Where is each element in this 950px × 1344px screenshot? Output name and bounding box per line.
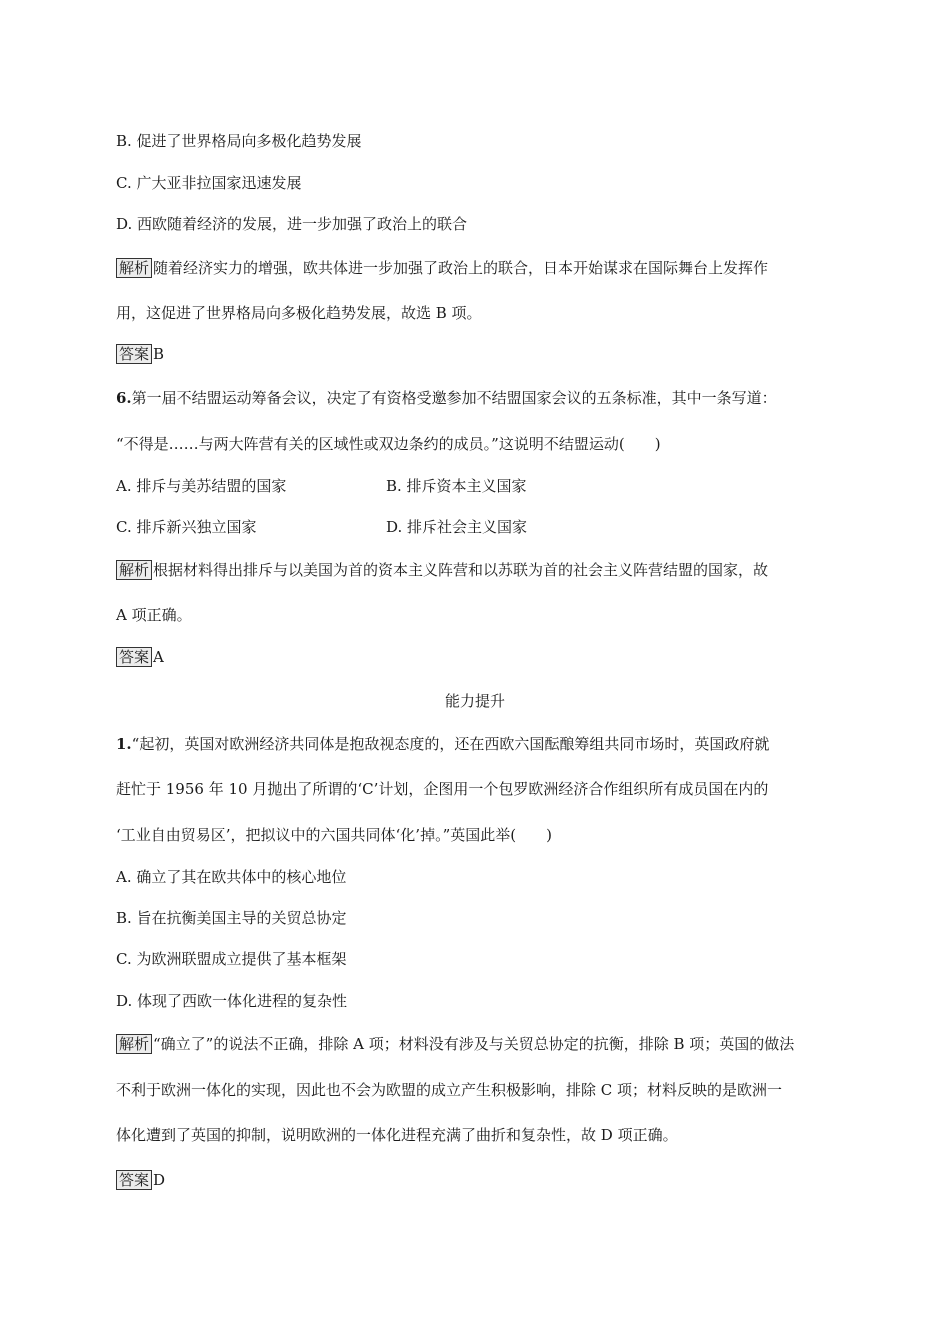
q5-analysis — [116, 258, 768, 278]
q5-answer — [116, 344, 164, 364]
answer-tag: 答案 — [116, 344, 152, 364]
q1-answer-value: D — [153, 1171, 166, 1189]
q6-analysis-line2: A 项正确。 — [116, 606, 192, 624]
q5-option-c: C. 广大亚非拉国家迅速发展 — [116, 174, 302, 192]
q6-stem-text1: 第一届不结盟运动筹备会议，决定了有资格受邀参加不结盟国家会议的五条标准，其中一条写道： — [131, 389, 777, 407]
analysis-tag: 解析 — [116, 258, 152, 278]
q6-number: 6. — [116, 389, 132, 407]
q1-analysis-line3: 体化遭到了英国的抑制，说明欧洲的一体化进程充满了曲折和复杂性，故 D 项正确。 — [116, 1126, 678, 1144]
q1-stem-text1: “起初，英国对欧洲经济共同体是抱敌视态度的，还在西欧六国酝酿筹组共同市场时，英国政府就 — [131, 735, 770, 753]
q1-option-d: D. 体现了西欧一体化进程的复杂性 — [116, 992, 348, 1010]
q5-analysis-line1: 随着经济实力的增强，欧共体进一步加强了政治上的联合，日本开始谋求在国际舞台上发挥作 — [153, 259, 769, 277]
q1-analysis-line1: “确立了”的说法不正确，排除 A 项；材料没有涉及与关贸总协定的抗衡，排除 B 项；英国的做法 — [153, 1035, 795, 1053]
q6-option-d: D. 排斥社会主义国家 — [386, 518, 528, 536]
q5-analysis-line2: 用，这促进了世界格局向多极化趋势发展，故选 B 项。 — [116, 304, 482, 322]
q1-option-c: C. 为欧洲联盟成立提供了基本框架 — [116, 950, 347, 968]
q1-number: 1. — [116, 735, 132, 753]
q6-stem-line2: “不得是……与两大阵营有关的区域性或双边条约的成员。”这说明不结盟运动( ) — [116, 435, 661, 453]
q6-option-a: A. 排斥与美苏结盟的国家 — [116, 477, 287, 495]
q6-answer-value: A — [153, 648, 164, 666]
q1-option-b: B. 旨在抗衡美国主导的关贸总协定 — [116, 909, 347, 927]
q5-option-b: B. 促进了世界格局向多极化趋势发展 — [116, 132, 362, 150]
q5-option-d: D. 西欧随着经济的发展，进一步加强了政治上的联合 — [116, 215, 468, 233]
q1-answer — [116, 1170, 165, 1190]
q1-analysis — [116, 1034, 794, 1054]
q5-answer-value: B — [153, 345, 165, 363]
q1-stem-line3: ‘工业自由贸易区’，把拟议中的六国共同体‘化’掉。”英国此举( ) — [116, 826, 552, 844]
analysis-tag: 解析 — [116, 1034, 152, 1054]
q6-stem-line1 — [116, 388, 777, 408]
q6-options-row1 — [116, 476, 286, 496]
q6-option-c: C. 排斥新兴独立国家 — [116, 518, 257, 536]
q1-analysis-line2: 不利于欧洲一体化的实现，因此也不会为欧盟的成立产生积极影响，排除 C 项；材料反映的是欧洲一 — [116, 1081, 783, 1099]
q6-answer — [116, 647, 164, 667]
section-title: 能力提升 — [444, 692, 505, 710]
q1-option-a: A. 确立了其在欧共体中的核心地位 — [116, 868, 347, 886]
answer-tag: 答案 — [116, 1170, 152, 1190]
q6-option-b: B. 排斥资本主义国家 — [386, 477, 527, 495]
q6-analysis — [116, 560, 768, 580]
q6-analysis-line1: 根据材料得出排斥与以美国为首的资本主义阵营和以苏联为首的社会主义阵营结盟的国家，故 — [153, 561, 769, 579]
q1-stem-line2: 赶忙于 1956 年 10 月抛出了所谓的‘C’计划，企图用一个包罗欧洲经济合作组织所有成员国在内的 — [116, 780, 769, 798]
analysis-tag: 解析 — [116, 560, 152, 580]
q1-stem-line1 — [116, 734, 769, 754]
answer-tag: 答案 — [116, 647, 152, 667]
